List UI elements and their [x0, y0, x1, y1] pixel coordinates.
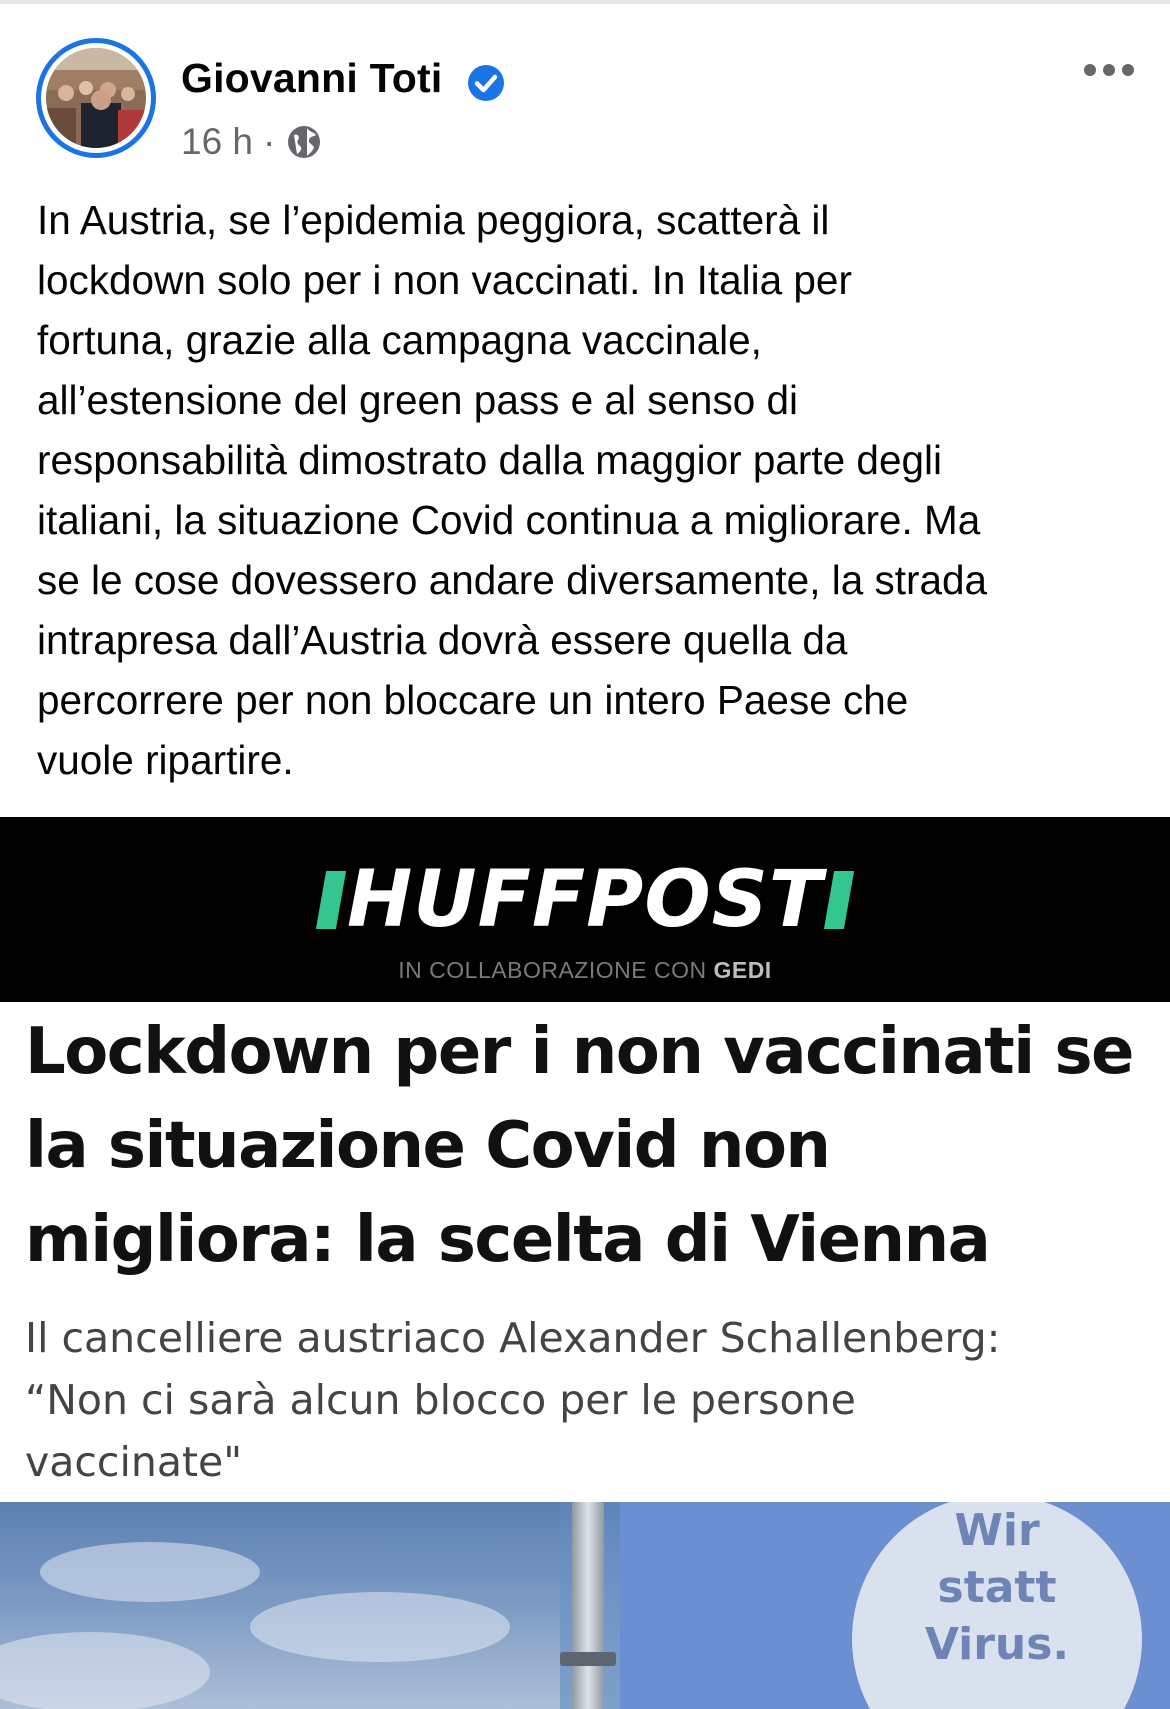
avatar-photo	[46, 48, 146, 148]
post-header	[0, 38, 1170, 168]
globe-icon	[285, 123, 323, 161]
author-avatar[interactable]	[36, 38, 156, 158]
logo-subtitle-prefix: IN COLLABORAZIONE CON	[398, 957, 707, 983]
top-divider	[0, 0, 1170, 4]
author-name[interactable]: Giovanni Toti	[181, 55, 443, 101]
huffpost-header-band	[0, 817, 1170, 1002]
banner-badge-text: Wir statt Virus.	[924, 1505, 1070, 1670]
photo-pole-clamp	[560, 1652, 616, 1666]
logo-bar-left	[316, 871, 346, 929]
photo-pole	[572, 1502, 604, 1709]
huffpost-logo	[0, 855, 1170, 945]
article-subheadline: Il cancelliere austriaco Alexander Schallenberg: “Non ci sarà alcun blocco per le persone vaccinate"	[25, 1314, 1001, 1486]
verified-badge-icon	[466, 63, 506, 103]
post-meta	[181, 120, 323, 164]
post-body-text: In Austria, se l’epidemia peggiora, scatterà il lockdown solo per i non vaccinati. In Italia per fortuna, grazie alla campagna vaccinale, all’estensione del green pass e al senso di responsabilità dimostrato dalla maggior parte degli italiani, la situazione Covid continua a migliorare. Ma se le cose dovessero andare diversamente, la strada intrapresa dall’Austria dovrà essere quella da percorrere per non bloccare un intero Paese che vuole ripartire.	[37, 197, 988, 783]
shared-article-image[interactable]	[0, 817, 1170, 1709]
logo-bar-right	[824, 871, 854, 929]
more-options-icon[interactable]	[1082, 60, 1136, 80]
photo-sky	[0, 1502, 560, 1709]
article-photo	[0, 1502, 1170, 1709]
logo-subtitle-brand: GEDI	[713, 957, 772, 983]
logo-text: HUFFPOST	[346, 855, 824, 945]
meta-separator: ·	[263, 121, 276, 162]
logo-subtitle	[0, 957, 1170, 984]
article-headline: Lockdown per i non vaccinati se la situazione Covid non migliora: la scelta di Vienna	[25, 1015, 1133, 1277]
post-timestamp[interactable]: 16 h	[181, 121, 254, 162]
